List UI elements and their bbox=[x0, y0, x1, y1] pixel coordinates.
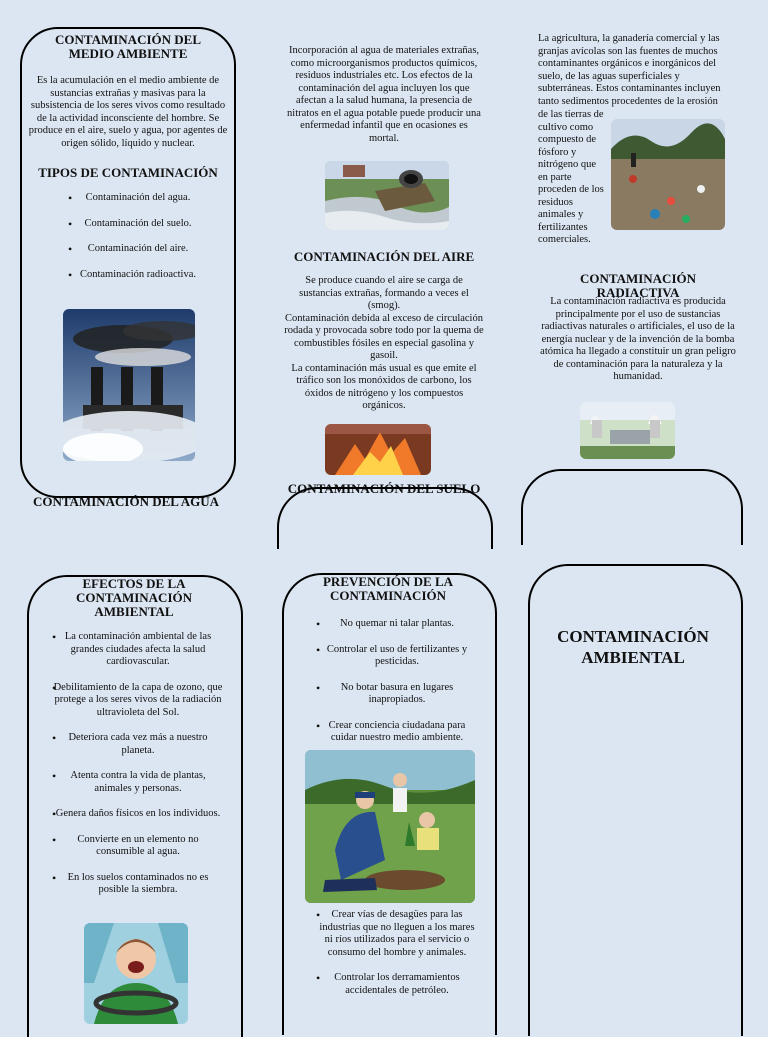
landfill-image bbox=[611, 119, 725, 230]
list-item: • Debilitamiento de la capa de ozono, que protege a los seres vivos de la radiación ultravioleta del Sol. bbox=[52, 682, 224, 720]
panel-efectos bbox=[34, 577, 234, 897]
list-item: • Crear conciencia ciudadana para cuidar nuestro medio ambiente. bbox=[316, 720, 478, 745]
medio-title: CONTAMINACIÓN DEL MEDIO AMBIENTE bbox=[54, 32, 201, 61]
tipos-title: TIPOS DE CONTAMINACIÓN bbox=[38, 165, 218, 180]
list-item: • La contaminación ambiental de las grandes ciudades afecta la salud cardiovascular. bbox=[52, 631, 224, 669]
list-item: • Contaminación del agua. bbox=[68, 192, 208, 205]
list-item: • Contaminación del aire. bbox=[68, 243, 208, 256]
prevencion-list-top bbox=[288, 618, 488, 745]
suelo-body-side: de las tierras de cultivo como compuesto de fósforo y nitrógeno que en parte proceden de los residuos animales y fertilizantes comerciales. bbox=[538, 109, 604, 245]
list-item: • Deteriora cada vez más a nuestro planeta. bbox=[52, 732, 224, 757]
panel-fold-top-middle bbox=[277, 487, 493, 549]
list-item: • En los suelos contaminados no es posible la siembra. bbox=[52, 872, 224, 897]
panel-fold-top-right bbox=[521, 469, 743, 545]
list-item: • Contaminación radioactiva. bbox=[68, 269, 208, 282]
list-item: • Contaminación del suelo. bbox=[68, 218, 208, 231]
list-item: • Crear vías de desagües para las industrias que no lleguen a los mares ni ríos utilizados para el servicio o consumo del hombre y animales. bbox=[316, 909, 478, 959]
list-item: • No botar basura en lugares inapropiados. bbox=[316, 682, 478, 707]
aire-body: Se produce cuando el aire se carga de sustancias extrañas, formando a veces el (smog). Contaminación debida al exceso de circulación rodada y provocada sobre todo por la quema de combustibles fósiles en especial gasolina y gasoil. La contaminación más usual es que emite el tráfico son los monóxidos de carbono, los óxidos de nitrógeno y los compuestos orgánicos. bbox=[284, 275, 484, 411]
tipos-list bbox=[28, 192, 228, 281]
nuclear-image bbox=[580, 402, 675, 459]
list-item: • Controlar los derramamientos accidentales de petróleo. bbox=[316, 972, 478, 997]
agua-body: Incorporación al agua de materiales extrañas, como microorganismos productos químicos, residuos industriales etc. Los efectos de la contaminación del agua incluyen los que afectan a la salud humana, la presencia de nitratos en el agua potable puede producir una enfermedad infantil que en ocasiones es mortal. bbox=[287, 45, 481, 144]
list-item: • Controlar el uso de fertilizantes y pesticidas. bbox=[316, 644, 478, 669]
prevencion-title: PREVENCIÓN DE LA CONTAMINACIÓN bbox=[322, 574, 453, 603]
agua-section-title: CONTAMINACIÓN DEL AGUA bbox=[32, 494, 220, 509]
cover-title: CONTAMINACIÓN AMBIENTAL bbox=[557, 627, 709, 667]
fire-image bbox=[325, 424, 431, 475]
efectos-title: EFECTOS DE LA CONTAMINACIÓN AMBIENTAL bbox=[75, 576, 193, 619]
river-image bbox=[325, 161, 449, 230]
suelo-section-title: CONTAMINACIÓN DEL SUELO bbox=[287, 481, 481, 496]
efectos-list bbox=[34, 631, 234, 897]
radiactiva-body: La contaminación radiactiva es producida principalmente por el uso de sustancias radiactivas naturales o artificiales, el uso de la energía nuclear y de la invención de la bomba atómica ha llegado a constituir un gran peligro de contaminación para la naturaleza y la humanidad. bbox=[540, 296, 736, 382]
medio-body: Es la acumulación en el medio ambiente de sustancias extrañas y masivas para la subsistencia de los seres vivos como resultado de la actividad inconsciente del hombre. Se produce en el aire, suelo y agua, por agentes de origen sólido, líquido y nuclear. bbox=[28, 75, 228, 149]
list-item: • No quemar ni talar plantas. bbox=[316, 618, 478, 631]
list-item: • Atenta contra la vida de plantas, animales y personas. bbox=[52, 770, 224, 795]
radiactiva-title: CONTAMINACIÓN RADIACTIVA bbox=[579, 271, 697, 300]
aire-title: CONTAMINACIÓN DEL AIRE bbox=[293, 249, 475, 264]
prevencion-list-bottom bbox=[288, 909, 488, 997]
list-item: • Convierte en un elemento no consumible al agua. bbox=[52, 834, 224, 859]
planting-image bbox=[305, 750, 475, 903]
list-item: • Genera daños físicos en los individuos. bbox=[52, 808, 224, 821]
suelo-body-top: La agricultura, la ganadería comercial y las granjas avícolas son las fuentes de muchos contaminantes orgánicos e inorgánicos del suelo, de las aguas superficiales y subterráneas. Estos contaminantes incluyen tanto sedimentos procedentes de la erosión bbox=[538, 33, 721, 107]
factory-image bbox=[63, 309, 195, 461]
driver-image bbox=[84, 923, 188, 1024]
panel-prevencion bbox=[288, 575, 488, 745]
panel-medio bbox=[28, 33, 228, 281]
